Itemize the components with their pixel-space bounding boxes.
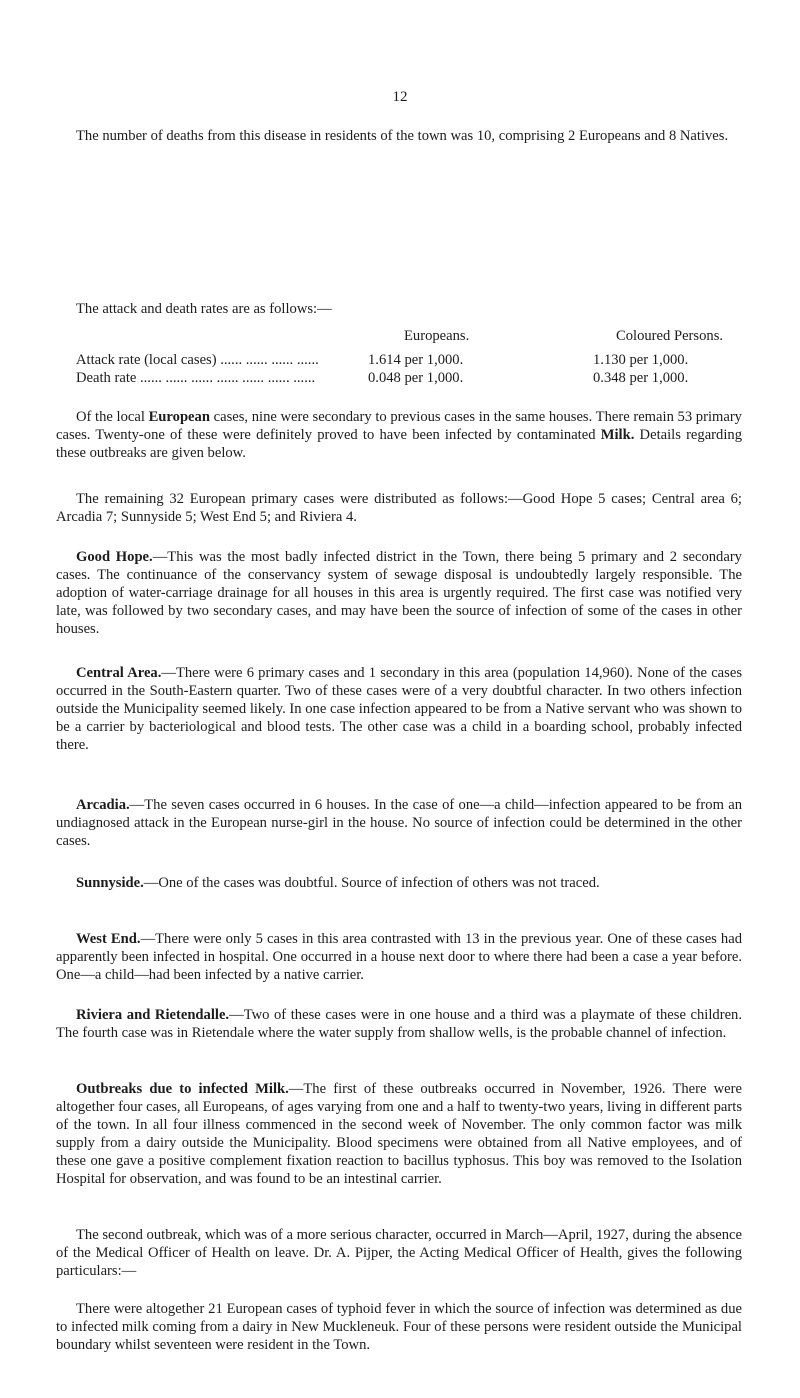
- coloured-header: Coloured Persons.: [616, 328, 724, 344]
- section-heading: West End.: [76, 931, 141, 947]
- section-heading: Central Area.: [76, 665, 162, 681]
- section-heading: Good Hope.: [76, 549, 153, 565]
- riviera-paragraph: [56, 1006, 742, 1042]
- outbreaks-paragraph: [56, 1080, 742, 1188]
- section-text: —Two of these cases were in one house and a third was a playmate of these children. The fourth case was in Rietendale where the water supply from shallow wells, is the probable channel of infection.: [56, 1007, 742, 1041]
- distribution-paragraph: The remaining 32 European primary cases were distributed as follows:—Good Hope 5 cases; Central area 6; Arcadia 7; Sunnyside 5; West End 5; and Riviera 4.: [56, 491, 742, 525]
- row-label: Death rate ...... ...... ...... ...... ...... ...... ......: [76, 370, 316, 386]
- altogether-paragraph: There were altogether 21 European cases of typhoid fever in which the source of infection was determined as due to infected milk coming from a dairy in New Muckleneuk. Four of these persons were resident outside the Municipal boundary whilst seventeen were resident in the Town.: [56, 1301, 742, 1353]
- text-run: Of the local: [76, 409, 149, 425]
- section-text: —The first of these outbreaks occurred in November, 1926. There were altogether four cases, all Europeans, of ages varying from one and a half to twenty-two years, living in different parts of the town. In all four illness commenced in the second week of November. The only common factor was milk supply from a dairy outside the Municipality. Blood specimens were obtained from all Native employees, and of these one gave a positive complement fixation reaction to bacillus typhosus. This boy was removed to the Isolation Hospital for observation, and was found to be an intestinal carrier.: [56, 1081, 742, 1187]
- central-area-paragraph: [56, 664, 742, 754]
- page-number: 12: [392, 89, 408, 105]
- section-heading: Outbreaks due to infected Milk.: [76, 1081, 289, 1097]
- good-hope-paragraph: [56, 548, 742, 638]
- emphasis-european: European: [148, 409, 210, 425]
- section-text: —There were only 5 cases in this area contrasted with 13 in the previous year. One of these cases had apparently been infected in hospital. One occurred in a house next door to where there had been a case a year before. One—a child—had been infected by a native carrier.: [56, 931, 743, 983]
- rates-intro: The attack and death rates are as follows:—: [76, 301, 332, 317]
- coloured-value: 0.348 per 1,000.: [593, 370, 689, 386]
- arcadia-paragraph: [56, 796, 742, 850]
- attack-rate-row: [0, 351, 800, 369]
- sunnyside-paragraph: [56, 874, 742, 892]
- europeans-value: 1.614 per 1,000.: [368, 352, 464, 368]
- text-run: Details regarding these outbreaks are given below.: [56, 427, 742, 461]
- section-text: —The seven cases occurred in 6 houses. In the case of one—a child—infection appeared to be from an undiagnosed attack in the European nurse-girl in the house. No source of infection could be determined in the other cases.: [56, 797, 742, 849]
- section-text: —One of the cases was doubtful. Source of infection of others was not traced.: [143, 875, 600, 891]
- europeans-header: Europeans.: [404, 328, 470, 344]
- section-text: —This was the most badly infected district in the Town, there being 5 primary and 2 secondary cases. The continuance of the conservancy system of sewage disposal is undoubtedly largely responsible. The adoption of water-carriage drainage for all houses in this area is urgently required. The first case was notified very late, was followed by two secondary cases, and may have been the source of infection of some of the cases in other houses.: [56, 549, 742, 637]
- section-text: —There were 6 primary cases and 1 secondary in this area (population 14,960). None of the cases occurred in the South-Eastern quarter. Two of these cases were of a very doubtful character. In two others infection outside the Municipality seemed likely. In one case infection appeared to be from a Native servant who was shown to be a carrier by bacteriological and blood tests. The other case was a child in a boarding school, probably infected there.: [56, 665, 743, 753]
- emphasis-milk: Milk.: [600, 427, 635, 443]
- section-heading: Arcadia.: [76, 797, 130, 813]
- text-run: cases, nine were secondary to previous cases in the same houses. There remain 53 primary cases. Twenty-one of these were definitely proved to have been infected by contaminated: [56, 409, 742, 443]
- section-heading: Riviera and Rietendalle.: [76, 1007, 230, 1023]
- europeans-value: 0.048 per 1,000.: [368, 370, 464, 386]
- local-cases-paragraph: [56, 408, 742, 462]
- section-heading: Sunnyside.: [76, 875, 144, 891]
- second-outbreak-paragraph: The second outbreak, which was of a more serious character, occurred in March—April, 1927, during the absence of the Medical Officer of Health on leave. Dr. A. Pijper, the Acting Medical Officer of Health, gives the following particulars:—: [56, 1227, 742, 1279]
- death-rate-row: [0, 369, 800, 387]
- row-label: Attack rate (local cases) ...... ...... ...... ......: [76, 352, 319, 368]
- coloured-value: 1.130 per 1,000.: [593, 352, 689, 368]
- deaths-paragraph: The number of deaths from this disease in residents of the town was 10, comprising 2 Europeans and 8 Natives.: [76, 128, 729, 144]
- rates-header-row: [0, 327, 800, 345]
- west-end-paragraph: [56, 930, 742, 984]
